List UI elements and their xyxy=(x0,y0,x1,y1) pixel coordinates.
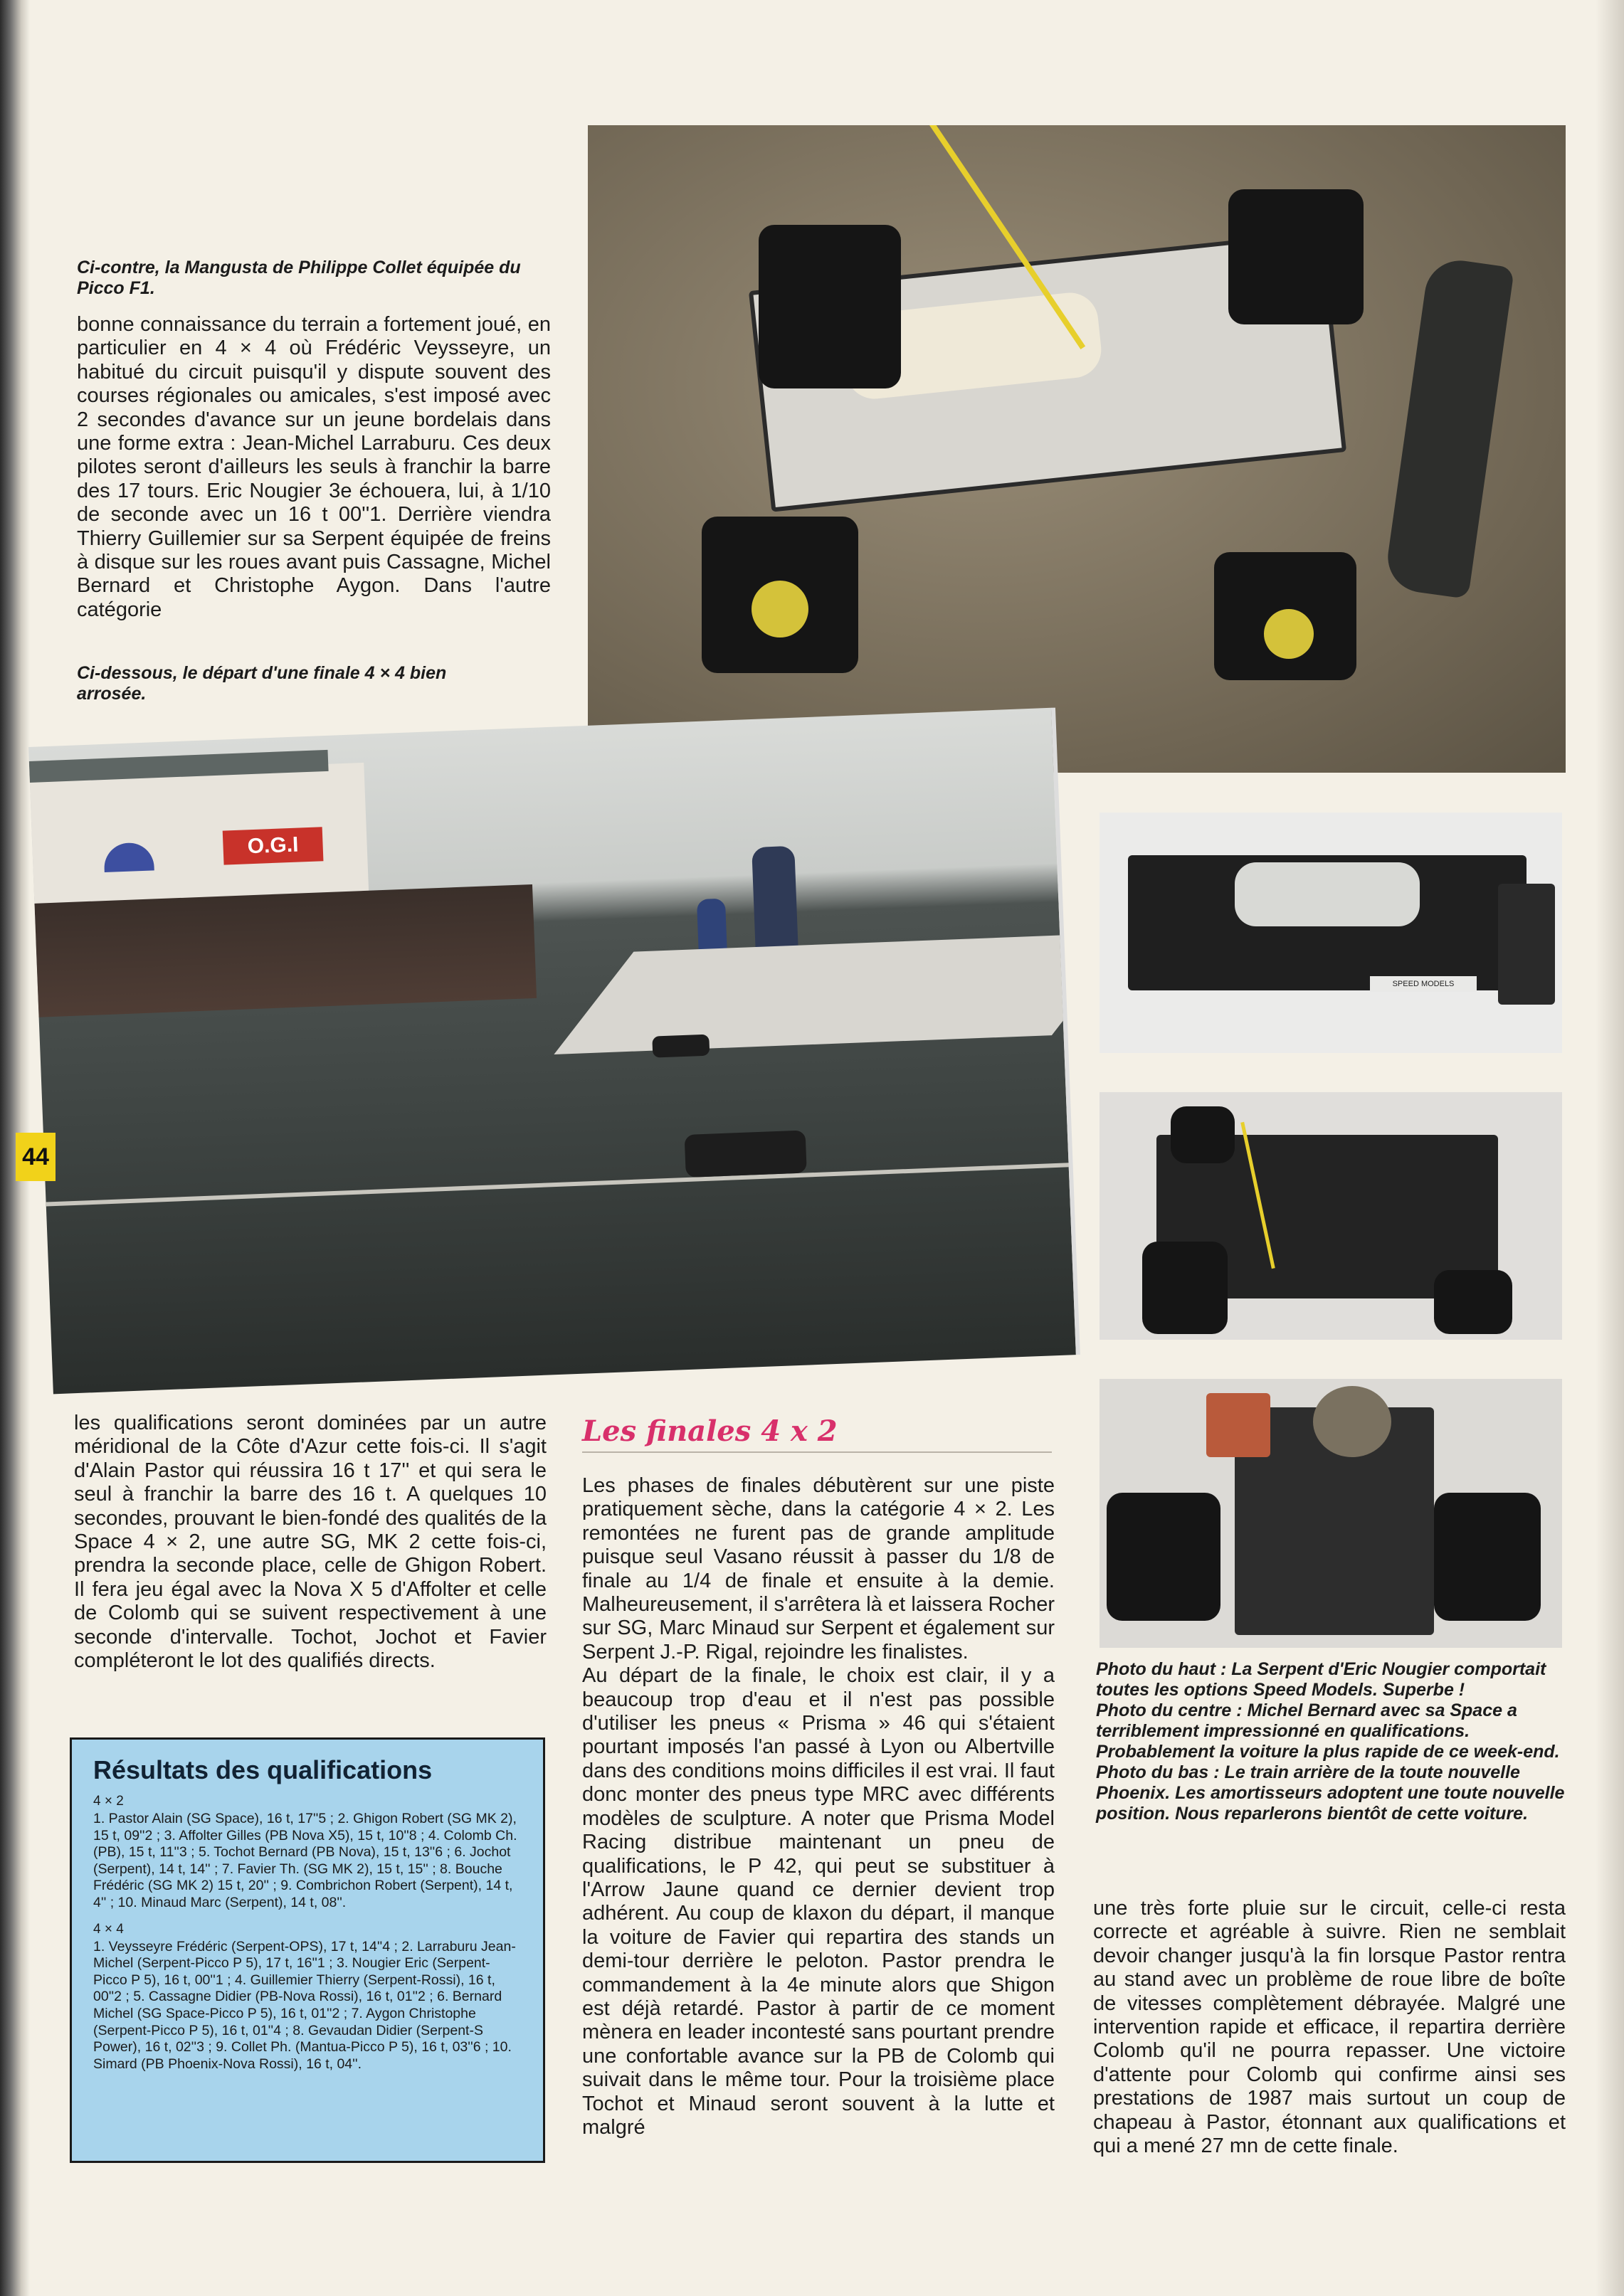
tire-rear-right xyxy=(1434,1493,1541,1621)
stand-sign: O.G.I xyxy=(223,827,324,864)
article-text-col3 xyxy=(1093,1897,1566,2158)
photo-finale-start xyxy=(28,708,1080,1395)
photo-mangusta-chassis xyxy=(588,125,1566,773)
engine-head xyxy=(1313,1386,1391,1457)
tire xyxy=(1171,1106,1235,1163)
track-line xyxy=(46,1163,1073,1206)
tire xyxy=(1142,1242,1228,1334)
page-edge-shadow xyxy=(1596,0,1624,2296)
wheel-hub xyxy=(752,581,808,638)
gear-box xyxy=(1206,1393,1270,1457)
caption-bottom-photo: Photo du bas : Le train arrière de la toute nouvelle Phoenix. Les amortisseurs adoptent une toute nouvelle position. Nous reparlerons bientôt de cette voiture. xyxy=(1096,1762,1565,1824)
photo-space-bernard xyxy=(1100,1092,1562,1340)
article-text-col1-bottom xyxy=(74,1412,547,1673)
page-number: 44 xyxy=(16,1133,56,1181)
caption-center-photo: Photo du centre : Michel Bernard avec sa Space a terriblement impressionné en qualifications. Probablement la voiture la plus rapide de ce week-end. xyxy=(1096,1700,1560,1762)
paragraph: bonne connaissance du terrain a fortement joué, en particulier en 4 × 4 où Frédéric Veysseyre, un habitué du circuit puisqu'il y dispute souvent des courses régionales ou amicales, s'est imposé avec 2 secondes d'avance sur un jeune bordelais dans une forme extra : Jean-Michel Larraburu. Ces deux pilotes seront d'ailleurs les seuls à franchir la barre des 17 tours. Eric Nougier 3e échouera, lui, à 1/10 de seconde avec un 16 t 00''1. Derrière viendra Thierry Guillemier sur sa Serpent équipée de freins à disque sur les roues avant puis Cassagne, Michel Bernard et Christophe Aygon. Dans l'autre catégorie xyxy=(77,313,551,621)
section-heading-finales: Les finales 4 x 2 xyxy=(582,1414,838,1448)
article-text-col2 xyxy=(582,1474,1055,2139)
spectator-crowd xyxy=(34,884,537,1017)
category-label: 4 × 4 xyxy=(93,1921,124,1937)
tire-front-left xyxy=(1228,189,1364,324)
results-title: Résultats des qualifications xyxy=(93,1755,433,1784)
article-text-col1-top xyxy=(77,313,551,622)
wheel-hub xyxy=(1264,609,1314,659)
paragraph: les qualifications seront dominées par un autre méridional de la Côte d'Azur cette fois-ci. Il s'agit d'Alain Pastor qui réussira 16 t 17'' et qui sera le seul à franchir la barre des 16 t. A quelques 10 secondes, prouvant le bien-fondé des qualités de la Space 4 × 2, une autre SG, MK 2 cette fois-ci, prendra la seconde place, celle de Ghigon Robert. Il fera jeu égal avec la Nova X 5 d'Affolter et celle de Colomb qui se suivent respectivement à une seconde d'intervalle. Tochot, Jochot et Favier compléteront le lot des qualifiés directs. xyxy=(74,1412,547,1673)
rc-car-on-track xyxy=(685,1130,807,1177)
caption-start-finale: Ci-dessous, le départ d'une finale 4 × 4 bien arrosée. xyxy=(77,663,447,704)
right-captions xyxy=(1096,1659,1566,1824)
tire-rear-left xyxy=(759,225,901,388)
caption-top-photo: Photo du haut : La Serpent d'Eric Nougier comportait toutes les options Speed Models. Superbe ! xyxy=(1096,1659,1546,1700)
paragraph: Au départ de la finale, le choix est clair, il y a beaucoup trop d'eau et il n'est pas possible d'utiliser les pneus « Prisma » 46 qui s'étaient pourtant imposés l'an passé à Lyon ou Albertville dans des conditions moins difficiles il est vrai. Il faut donc monter des pneus type MRC avec différents modèles de sculpture. A noter que Prisma Model Racing distribue maintenant un pneu de qualifications, le P 42, qui peut se substituer à l'Arrow Jaune quand ce dernier devient trop adhérent. Au coup de klaxon du départ, il manque la voiture de Favier qui repartira des stands un demi-tour derrière le peloton. Pastor prendra le commandement à la 4e minute alors que Shigon est déjà retardé. Pastor à partir de ce moment mènera en leader incontesté sans pourtant prendre une confortable avance sur la PB de Colomb qui suivait dans le même tour. Pour la troisième place Tochot et Minaud seront souvent à la lutte et malgré xyxy=(582,1664,1055,2139)
paragraph: Les phases de finales débutèrent sur une piste pratiquement sèche, dans la catégorie 4 × 2. Les remontées ne furent pas de grande amplitude puisque seul Vasano réussit à passer du 1/8 de finale au 1/4 de finale et ensuite à la demie. Malheureusement, il s'arrêtera là et laissera Rocher sur SG, Marc Minaud sur Serpent et également sur Serpent J.-P. Rigal, rejoindre les finalistes. xyxy=(582,1474,1055,1663)
results-4x4: 1. Veysseyre Frédéric (Serpent-OPS), 17 t, 14''4 ; 2. Larraburu Jean-Michel (Serpent-Picco P 5), 17 t, 16''1 ; 3. Nougier Eric (Serpent-Picco P 5), 16 t, 00''1 ; 4. Guillemier Thierry (Serpent-Rossi), 16 t, 00''2 ; 5. Cassagne Didier (PB-Nova Rossi), 16 t, 01''2 ; 6. Bernard Michel (SG Space-Picco P 5), 16 t, 01''2 ; 7. Aygon Christophe (Serpent-Picco P 5), 16 t, 01''4 ; 8. Gevaudan Didier (Serpent-S Power), 16 t, 02''3 ; 9. Collet Ph. (Mantua-Picco P 5), 16 t, 03''6 ; 10. Simard (PB Phoenix-Nova Rossi), 16 t, 04''. xyxy=(93,1938,516,2072)
speed-models-label: SPEED MODELS xyxy=(1370,976,1477,992)
heading-rule xyxy=(582,1451,1052,1453)
category-label: 4 × 2 xyxy=(93,1794,124,1809)
white-track-curb xyxy=(554,933,1080,1054)
rc-car-on-track xyxy=(652,1035,710,1058)
results-box xyxy=(70,1737,545,2163)
caption-mangusta: Ci-contre, la Mangusta de Philippe Collet équipée du Picco F1. xyxy=(77,258,521,298)
tire-rear-left xyxy=(1107,1493,1220,1621)
results-4x2: 1. Pastor Alain (SG Space), 16 t, 17''5 ; 2. Ghigon Robert (SG MK 2), 15 t, 09''2 ; 3. Affolter Gilles (PB Nova X5), 15 t, 10''8 ; 4. Colomb Ch. (PB), 15 t, 11''3 ; 5. Tochot Bernard (PB Nova), 15 t, 13''6 ; 6. Jochot (Serpent), 14 t, 14'' ; 7. Favier Th. (SG MK 2), 15 t, 15'' ; 8. Bouche Frédéric (SG MK 2) 15 t, 20'' ; 9. Combrichon Robert (Serpent), 14 t, 4'' ; 10. Minaud Marc (Serpent), 14 t, 08''. xyxy=(93,1811,517,1910)
photo-phoenix-rear xyxy=(1100,1379,1562,1648)
photo-serpent-nougier xyxy=(1100,813,1562,1053)
front-bumper xyxy=(1383,256,1514,599)
front-bumper xyxy=(1498,884,1555,1005)
paragraph: une très forte pluie sur le circuit, celle-ci resta correcte et agréable à suivre. Rien ne semblait devoir changer jusqu'à la fin lorsque Pastor rentra au stand avec un problème de roue libre de boîte de vitesses complètement débrayée. Malgré une intervention rapide et efficace, il repartira derrière Colomb qu'il ne pourra repasser. Une victoire d'attente pour Colomb qui confirme ainsi ses prestations de 1987 mais surtout un coup de chapeau à Pastor, étonnant aux qualifications et qui a mené 27 mn de cette finale. xyxy=(1093,1897,1566,2158)
engine-block xyxy=(1235,862,1420,926)
tire xyxy=(1434,1270,1512,1334)
